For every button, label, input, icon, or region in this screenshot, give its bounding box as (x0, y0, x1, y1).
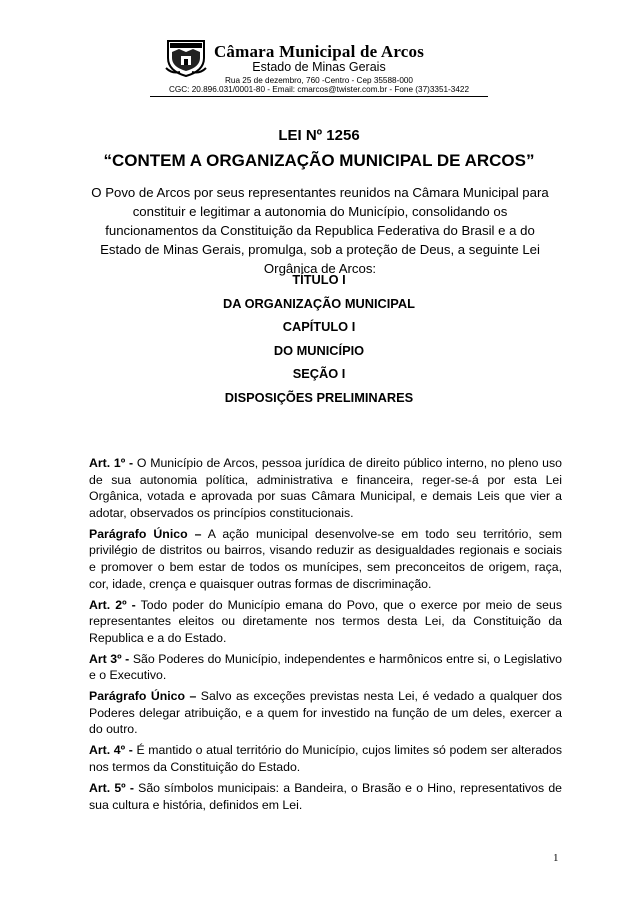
article-label: Art. 5º - (89, 781, 134, 796)
article-text: É mantido o atual território do Município, cujos limites só podem ser alterados nos termos da Constituição do Estado. (89, 743, 562, 775)
article-text: Todo poder do Município emana do Povo, que o exerce por meio de seus representantes eleitos ou diretamente nos termos desta Lei, da Constituição da Republica e a do Estado. (89, 597, 562, 645)
letterhead-subtitle: Estado de Minas Gerais (252, 60, 386, 74)
letterhead-address: Rua 25 de dezembro, 760 -Centro - Cep 35588-000 (225, 76, 413, 85)
article-text: Salvo as exceções previstas nesta Lei, é vedado a qualquer dos Poderes delegar atribuição, e a quem for investido na função de um deles, exercer a do outro. (89, 689, 562, 737)
heading-secao-name: DISPOSIÇÕES PRELIMINARES (224, 389, 414, 405)
article-text: A ação municipal desenvolve-se em todo seu território, sem privilégio de distritos ou bairros, visando reduzir as desigualdades regionais e sociais e promover o bem estar de todos os munícipes, sem preconceitos de origem, raça, cor, idade, crença e quaisquer outras formas de discriminação. (89, 526, 562, 591)
article-label: Parágrafo Único – (89, 689, 197, 704)
law-number: LEI Nº 1256 (278, 127, 360, 144)
article-text: O Município de Arcos, pessoa jurídica de direito público interno, no pleno uso de sua autonomia política, administrativa e financeira, reger-se-á por esta Lei Orgânica, votada e aprovada por suas Câmara Municipal, e demais Leis que vier a adotar, observados os princípios constitucionais. (89, 456, 563, 520)
article-label: Art. 1º - (89, 456, 134, 470)
article-1-paragraph (89, 526, 562, 592)
article-label: Art. 4º - (89, 743, 133, 758)
heading-capitulo-name: DO MUNICÍPIO (273, 342, 365, 358)
article-3 (89, 651, 562, 684)
article-3-paragraph (89, 688, 562, 738)
article-4 (89, 742, 562, 775)
heading-capitulo: CAPÍTULO I (282, 319, 356, 334)
article-1 (89, 455, 562, 521)
letterhead-divider (150, 96, 488, 97)
article-label: Art. 2º - (89, 597, 136, 612)
section-headings (0, 268, 638, 409)
articles (89, 455, 562, 818)
article-label: Art 3º - (89, 651, 130, 666)
article-text: São Poderes do Município, independentes e harmônicos entre si, o Legislativo e o Executivo. (89, 651, 562, 683)
article-label: Parágrafo Único – (89, 526, 202, 541)
article-2 (89, 597, 562, 647)
letterhead-title: Câmara Municipal de Arcos (213, 42, 425, 61)
heading-titulo: TÍTULO I (292, 272, 346, 287)
heading-titulo-name: DA ORGANIZAÇÃO MUNICIPAL (223, 295, 415, 311)
article-text: São símbolos municipais: a Bandeira, o Brasão e o Hino, representativos de sua cultura e história, definidos em Lei. (89, 781, 563, 812)
page-number: 1 (553, 852, 559, 864)
heading-secao: SEÇÃO I (292, 366, 346, 381)
letterhead-contact: CGC: 20.896.031/0001-80 - Email: cmarcos@twister.com.br - Fone (37)3351-3422 (168, 85, 469, 94)
preamble: O Povo de Arcos por seus representantes reunidos na Câmara Municipal para constituir e legitimar a autonomia do Município, consolidando os funcionamentos da Constituição da Republica Federativa do Brasil e a do Estado de Minas Gerais, promulga, sob a proteção de Deus, a seguinte Lei Orgânica de Arcos: (91, 185, 549, 276)
law-subject: “CONTEM A ORGANIZAÇÃO MUNICIPAL DE ARCOS” (103, 151, 535, 170)
article-5 (89, 780, 562, 813)
